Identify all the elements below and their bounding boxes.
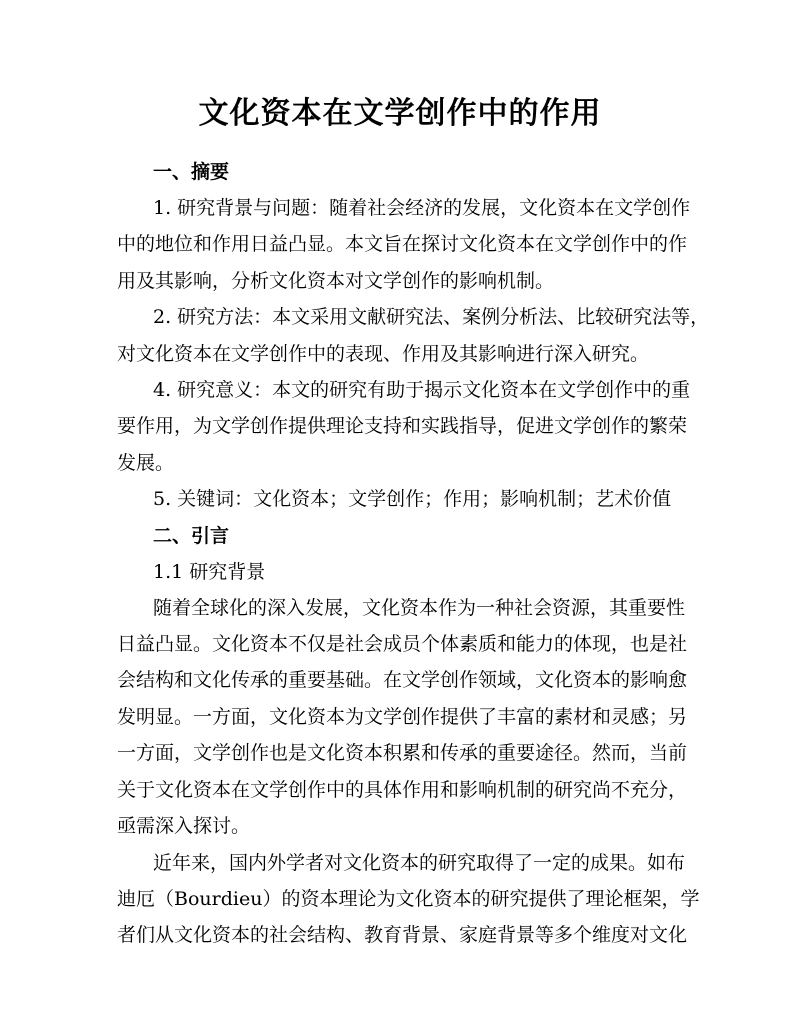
text-line: 发明显。一方面，文化资本为文学创作提供了丰富的素材和灵感；另 [117, 705, 688, 728]
abstract-item [117, 481, 757, 517]
text-line: 会结构和文化传承的重要基础。在文学创作领域，文化资本的影响愈 [117, 669, 688, 692]
document-title: 文化资本在文学创作中的作用 [198, 96, 602, 131]
body-paragraph [117, 590, 757, 845]
text-line: 4. 研究意义：本文的研究有助于揭示文化资本在文学创作中的重 [153, 379, 691, 402]
abstract-item [117, 190, 757, 299]
section-heading-abstract: 一、摘要 [153, 161, 230, 183]
text-line: 对文化资本在文学创作中的表现、作用及其影响进行深入研究。 [117, 342, 650, 365]
body-paragraph [117, 845, 757, 954]
text-line: 发展。 [117, 451, 175, 474]
text-line: 2. 研究方法：本文采用文献研究法、案例分析法、比较研究法等， [153, 306, 710, 329]
text-line: 关于文化资本在文学创作中的具体作用和影响机制的研究尚不充分， [117, 778, 688, 801]
abstract-item [117, 372, 757, 481]
abstract-item [117, 299, 757, 372]
subsection-heading: 1.1 研究背景 [153, 560, 266, 583]
text-line: 亟需深入探讨。 [117, 815, 251, 838]
text-line: 日益凸显。文化资本不仅是社会成员个体素质和能力的体现，也是社 [117, 633, 688, 656]
text-line: 5. 关键词：文化资本；文学创作；作用；影响机制；艺术价值 [153, 488, 672, 511]
text-line: 迪厄（Bourdieu）的资本理论为文化资本的研究提供了理论框架，学 [117, 887, 700, 910]
text-line: 者们从文化资本的社会结构、教育背景、家庭背景等多个维度对文化 [117, 924, 688, 947]
text-line: 一方面，文学创作也是文化资本积累和传承的重要途径。然而，当前 [117, 742, 688, 765]
text-line: 用及其影响，分析文化资本对文学创作的影响机制。 [117, 269, 555, 292]
text-line: 中的地位和作用日益凸显。本文旨在探讨文化资本在文学创作中的作 [117, 233, 688, 256]
section-heading-introduction: 二、引言 [153, 524, 230, 547]
text-line: 1. 研究背景与问题：随着社会经济的发展，文化资本在文学创作 [153, 197, 691, 219]
text-line: 随着全球化的深入发展，文化资本作为一种社会资源，其重要性 [153, 596, 686, 619]
text-line: 要作用，为文学创作提供理论支持和实践指导，促进文学创作的繁荣 [117, 415, 688, 438]
text-line: 近年来，国内外学者对文化资本的研究取得了一定的成果。如布 [153, 851, 686, 874]
